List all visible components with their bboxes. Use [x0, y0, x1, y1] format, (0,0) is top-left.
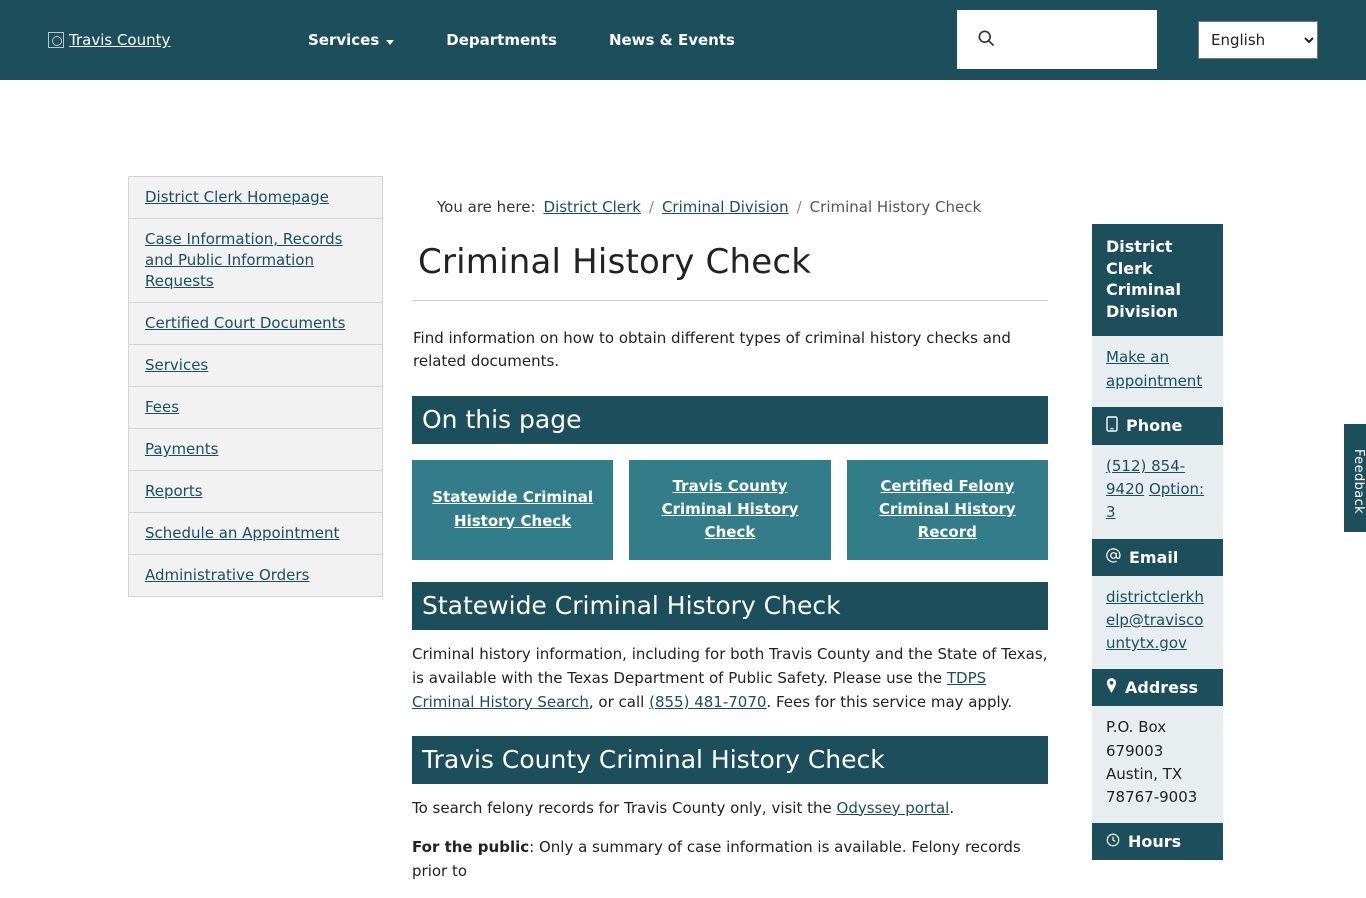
right-panel-hours-heading: [1092, 823, 1223, 860]
email-heading-label: Email: [1129, 547, 1179, 567]
sidebar-link-administrative-orders[interactable]: Administrative Orders: [145, 566, 310, 584]
address-line-3: 78767-9003: [1106, 788, 1198, 807]
link-tdps-criminal-history-search[interactable]: TDPS Criminal History Search: [412, 668, 987, 711]
email-line-2: @traviscountytx.gov: [1106, 610, 1204, 653]
feedback-tab[interactable]: Feedback: [1344, 424, 1366, 532]
at-icon: [1106, 548, 1121, 567]
language-select[interactable]: [1198, 21, 1318, 59]
nav-item-services[interactable]: [308, 31, 394, 49]
search-box[interactable]: [957, 10, 1157, 69]
phone-icon: [1106, 416, 1118, 436]
sidebar-item-district-clerk-homepage[interactable]: [129, 177, 382, 219]
nav-item-services-label: Services: [308, 31, 380, 49]
email-line-1: districtclerkhelp: [1106, 587, 1204, 629]
site-header: [0, 0, 1366, 80]
section-heading-travis-county: Travis County Criminal History Check: [412, 736, 1048, 784]
sidebar-item-administrative-orders[interactable]: [129, 555, 382, 596]
search-icon: [976, 28, 996, 52]
breadcrumb: [412, 176, 1048, 226]
right-panel-appointment: [1092, 336, 1223, 407]
on-this-page-tiles: [412, 460, 1048, 560]
page-intro-text: Find information on how to obtain different types of criminal history checks and related documents.: [413, 329, 1011, 371]
nav-item-departments[interactable]: [446, 31, 557, 49]
sidebar-link-district-clerk-homepage[interactable]: District Clerk Homepage: [145, 188, 329, 206]
left-sidebar-navigation: [128, 176, 383, 597]
right-panel-address-heading: [1092, 669, 1223, 706]
sidebar-item-services[interactable]: [129, 345, 382, 387]
tile-statewide-criminal-history-check[interactable]: [412, 460, 613, 560]
site-logo[interactable]: [48, 23, 198, 57]
tile-link-statewide[interactable]: Statewide Criminal History Check: [432, 488, 594, 530]
link-phone-option[interactable]: Option: 3: [1106, 480, 1205, 522]
page-body: [0, 80, 1366, 880]
link-make-an-appointment[interactable]: Make an appointment: [1106, 348, 1203, 390]
link-phone-855-481-7070[interactable]: (855) 481-7070: [649, 692, 767, 711]
section-heading-statewide: Statewide Criminal History Check: [412, 582, 1048, 630]
address-line-1: P.O. Box 679003: [1106, 718, 1167, 760]
nav-item-news-events-label: News & Events: [608, 31, 735, 49]
breadcrumb-current: Criminal History Check: [809, 198, 982, 216]
on-this-page-heading: On this page: [412, 396, 1048, 444]
nav-item-departments-label: Departments: [446, 31, 557, 49]
broken-image-icon: [48, 32, 64, 48]
map-pin-icon: [1106, 678, 1117, 697]
sidebar-item-case-information[interactable]: [129, 219, 382, 303]
tile-link-certified-felony[interactable]: Certified Felony Criminal History Record: [878, 476, 1016, 542]
sidebar-link-case-information[interactable]: Case Information, Records and Public Information Requests: [145, 230, 343, 290]
sidebar-item-certified-court-documents[interactable]: [129, 303, 382, 345]
search-input[interactable]: [1002, 30, 1142, 50]
right-panel-phone-heading: [1092, 407, 1223, 445]
travis-text-2: .: [949, 798, 955, 817]
section-paragraph-travis-county: [412, 796, 1048, 820]
breadcrumb-separator-2: /: [796, 198, 802, 216]
section-paragraph-for-the-public: [412, 835, 1048, 883]
breadcrumb-link-criminal-division[interactable]: Criminal Division: [661, 198, 789, 216]
for-the-public-label: For the public: [412, 837, 530, 856]
sidebar-item-reports[interactable]: [129, 471, 382, 513]
address-line-2: Austin, TX: [1106, 764, 1183, 783]
breadcrumb-label: You are here:: [437, 198, 536, 216]
section-paragraph-statewide: [412, 642, 1048, 714]
main-content: [412, 176, 1048, 898]
right-panel-email-heading: [1092, 539, 1223, 576]
sidebar-link-services[interactable]: Services: [145, 356, 209, 374]
right-info-panel: [1092, 224, 1223, 860]
link-email-address[interactable]: [1106, 588, 1204, 653]
for-the-public-text: : Only a summary of case information is available. Felony records prior to: [412, 837, 1021, 880]
address-heading-label: Address: [1125, 678, 1199, 698]
sidebar-link-certified-court-documents[interactable]: Certified Court Documents: [145, 314, 346, 332]
tile-travis-county-criminal-history-check[interactable]: [629, 460, 830, 560]
sidebar-link-reports[interactable]: Reports: [145, 482, 203, 500]
statewide-text-3: . Fees for this service may apply.: [766, 692, 1013, 711]
right-panel-title: District Clerk Criminal Division: [1092, 224, 1223, 336]
travis-text-1: To search felony records for Travis County only, visit the: [412, 798, 837, 817]
link-phone-number[interactable]: (512) 854-9420: [1106, 456, 1186, 499]
breadcrumb-link-district-clerk[interactable]: District Clerk: [543, 198, 641, 216]
chevron-down-icon: [386, 40, 394, 45]
sidebar-item-schedule-appointment[interactable]: [129, 513, 382, 555]
nav-item-news-events[interactable]: [609, 31, 735, 49]
statewide-text-1: Criminal history information, including for both Travis County and the State of Texas, is available with the Texas Department of Public Safety. Please use the: [412, 644, 1048, 687]
clock-icon: [1106, 832, 1120, 851]
right-panel-email-body: [1092, 576, 1223, 670]
hours-heading-label: Hours: [1128, 832, 1182, 852]
main-navigation: [308, 31, 735, 49]
link-odyssey-portal[interactable]: Odyssey portal: [836, 798, 950, 817]
right-panel-phone-body: [1092, 445, 1223, 539]
tile-link-travis-county[interactable]: Travis County Criminal History Check: [661, 476, 799, 542]
tile-certified-felony-criminal-history-record[interactable]: [847, 460, 1048, 560]
statewide-text-2: , or call: [588, 692, 650, 711]
sidebar-link-fees[interactable]: Fees: [145, 398, 180, 416]
sidebar-item-payments[interactable]: [129, 429, 382, 471]
breadcrumb-separator: /: [648, 198, 654, 216]
phone-heading-label: Phone: [1126, 416, 1183, 436]
sidebar-item-fees[interactable]: [129, 387, 382, 429]
page-title: Criminal History Check: [412, 242, 1048, 301]
sidebar-link-schedule-appointment[interactable]: Schedule an Appointment: [145, 524, 340, 542]
right-panel-address-body: [1092, 706, 1223, 823]
site-logo-alt-text: Travis County: [69, 31, 171, 49]
sidebar-link-payments[interactable]: Payments: [145, 440, 219, 458]
